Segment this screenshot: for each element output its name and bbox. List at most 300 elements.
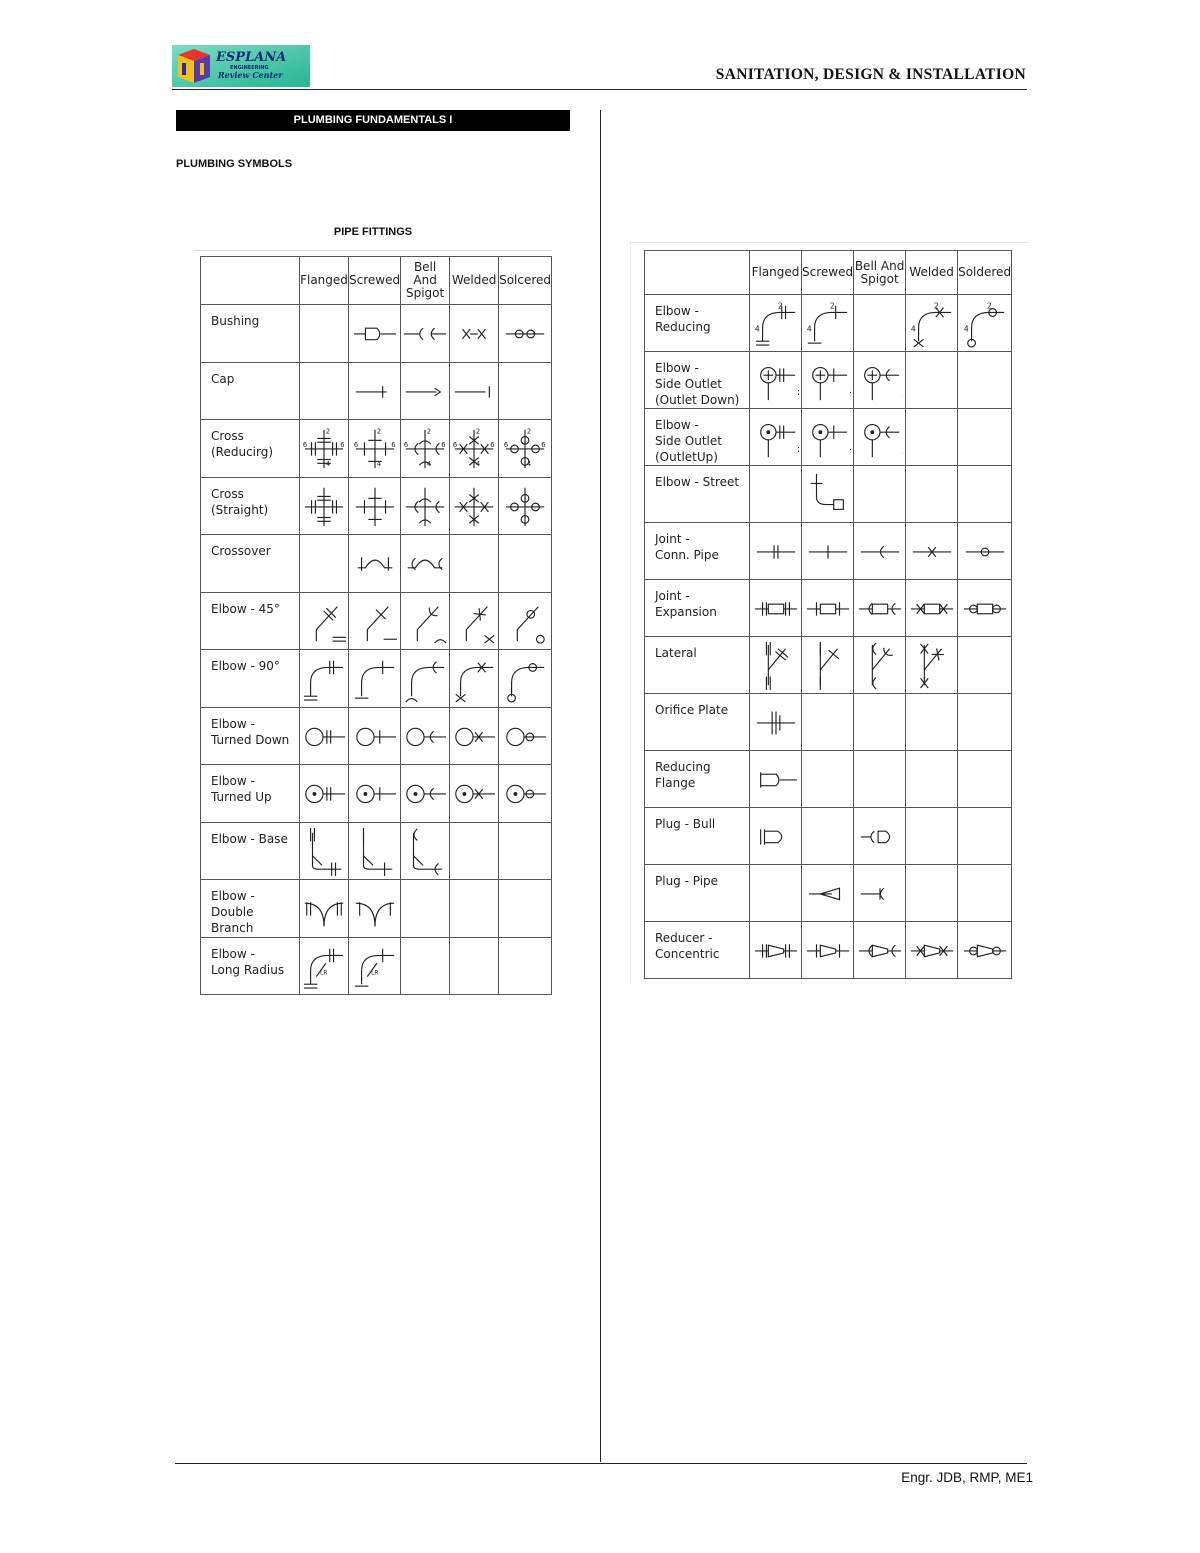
symbol-cell	[802, 352, 854, 409]
symbol-cell	[854, 751, 906, 808]
svg-text:4: 4	[325, 460, 331, 469]
je-symbol-icon	[909, 583, 955, 633]
svg-text:LR: LR	[320, 970, 328, 977]
symbol-cell	[499, 535, 552, 593]
td-symbol-icon	[352, 711, 398, 761]
symbol-cell	[750, 466, 802, 523]
td-symbol-icon	[502, 711, 548, 761]
jc-symbol-icon	[962, 526, 1008, 576]
sod-symbol-icon	[753, 355, 799, 405]
symbol-cell	[349, 650, 401, 708]
table-row	[201, 765, 552, 823]
cross-symbol-icon	[451, 481, 497, 531]
symbol-cell	[854, 865, 906, 922]
symbol-cell	[906, 865, 958, 922]
symbol-cell	[401, 305, 450, 363]
fitting-name: Elbow - Double Branch	[201, 880, 300, 938]
col-header: Soldered	[958, 251, 1012, 295]
symbol-cell	[750, 865, 802, 922]
td-symbol-icon	[301, 711, 347, 761]
conc-symbol-icon	[857, 925, 903, 975]
symbol-cell	[300, 937, 349, 995]
symbol-cell	[958, 637, 1012, 694]
symbol-cell	[906, 922, 958, 979]
symbol-cell	[300, 707, 349, 765]
symbol-cell	[499, 765, 552, 823]
e45-symbol-icon	[301, 596, 347, 646]
cross-red-symbol-icon	[451, 423, 497, 473]
symbol-cell	[499, 477, 552, 535]
svg-text:2: 2	[986, 301, 992, 311]
table-row	[201, 822, 552, 880]
symbol-cell	[499, 420, 552, 478]
cross-red-symbol-icon	[402, 423, 448, 473]
symbol-cell	[401, 362, 450, 420]
symbol-cell	[958, 751, 1012, 808]
symbol-cell	[450, 707, 499, 765]
header-rule	[172, 89, 1027, 90]
svg-text:2: 2	[376, 427, 381, 436]
svg-text:6: 6	[340, 441, 345, 450]
cross-symbol-icon	[301, 481, 347, 531]
symbol-cell	[906, 808, 958, 865]
symbol-cell	[349, 822, 401, 880]
bushing-symbol-icon	[352, 308, 398, 358]
fitting-name: Cross (Straight)	[201, 477, 300, 535]
symbol-cell	[802, 694, 854, 751]
svg-text:6: 6	[453, 441, 458, 450]
svg-text:4: 4	[376, 460, 381, 469]
symbol-cell	[906, 352, 958, 409]
jc-symbol-icon	[753, 526, 799, 576]
bull-symbol-icon	[857, 811, 903, 861]
fitting-name: Elbow - 45°	[201, 592, 300, 650]
fitting-name: Cross (Reducirg)	[201, 420, 300, 478]
svg-text:2: 2	[829, 301, 835, 311]
symbol-cell	[802, 466, 854, 523]
svg-text:4: 4	[427, 460, 432, 469]
fitting-name: Reducer - Concentric	[645, 922, 750, 979]
fitting-name: Joint - Expansion	[645, 580, 750, 637]
e90-symbol-icon	[301, 653, 347, 703]
symbol-cell	[450, 880, 499, 938]
symbol-cell	[349, 362, 401, 420]
symbols-table-right	[644, 250, 1012, 979]
symbol-cell	[450, 535, 499, 593]
symbol-cell	[349, 707, 401, 765]
bull-symbol-icon	[753, 811, 799, 861]
symbols-table-left	[200, 256, 552, 995]
fitting-name: Plug - Bull	[645, 808, 750, 865]
red-symbol-icon	[753, 298, 799, 348]
col-header: Solcered	[499, 257, 552, 305]
symbol-cell	[854, 694, 906, 751]
symbol-cell	[750, 808, 802, 865]
symbol-cell	[906, 523, 958, 580]
symbol-cell	[300, 765, 349, 823]
base-symbol-icon	[402, 826, 448, 876]
e45-symbol-icon	[502, 596, 548, 646]
svg-text:6: 6	[390, 441, 396, 450]
cross-symbol-icon	[402, 481, 448, 531]
symbol-cell	[750, 352, 802, 409]
symbol-cell	[300, 650, 349, 708]
sou-symbol-icon	[753, 412, 799, 462]
fitting-name: Cap	[201, 362, 300, 420]
symbol-cell	[750, 523, 802, 580]
symbol-cell	[854, 409, 906, 466]
cap-symbol-icon	[451, 366, 497, 416]
table-row	[645, 295, 1012, 352]
symbol-cell	[906, 580, 958, 637]
svg-text:4: 4	[526, 460, 532, 469]
orifice-symbol-icon	[753, 697, 799, 747]
fitting-name: Elbow - Side Outlet (OutletUp)	[645, 409, 750, 466]
svg-text:2: 2	[476, 427, 481, 436]
symbol-cell	[802, 295, 854, 352]
symbol-cell	[349, 937, 401, 995]
table-row	[645, 637, 1012, 694]
col-header: Flanged	[300, 257, 349, 305]
red-symbol-icon	[909, 298, 955, 348]
symbol-cell	[401, 937, 450, 995]
svg-text:6: 6	[503, 441, 509, 450]
e45-symbol-icon	[451, 596, 497, 646]
svg-text:6: 6	[302, 441, 308, 450]
symbol-cell	[750, 694, 802, 751]
logo-line2: ENGINEERING	[230, 65, 269, 71]
symbol-cell	[300, 822, 349, 880]
tu-symbol-icon	[402, 768, 448, 818]
symbol-cell	[854, 922, 906, 979]
cross-red-symbol-icon	[502, 423, 548, 473]
lr-symbol-icon	[352, 941, 398, 991]
table-row	[201, 477, 552, 535]
cross-red-symbol-icon	[352, 423, 398, 473]
logo-brand: ESPLANA	[216, 50, 287, 65]
symbol-cell	[349, 765, 401, 823]
symbol-cell	[750, 637, 802, 694]
symbol-cell	[499, 822, 552, 880]
symbol-cell	[958, 523, 1012, 580]
bushing-symbol-icon	[502, 308, 548, 358]
table-row	[645, 808, 1012, 865]
lat-symbol-icon	[857, 640, 903, 690]
corner-cell	[645, 251, 750, 295]
symbol-cell	[450, 765, 499, 823]
tu-symbol-icon	[301, 768, 347, 818]
symbol-cell	[499, 650, 552, 708]
e90-symbol-icon	[451, 653, 497, 703]
symbol-cell	[349, 477, 401, 535]
symbol-cell	[958, 865, 1012, 922]
table-row	[645, 694, 1012, 751]
symbol-cell	[300, 880, 349, 938]
table-row	[645, 466, 1012, 523]
symbol-cell	[750, 409, 802, 466]
svg-text:2: 2	[933, 301, 939, 311]
e45-symbol-icon	[402, 596, 448, 646]
section-title: PLUMBING SYMBOLS	[176, 158, 293, 170]
fitting-name: Joint - Conn. Pipe	[645, 523, 750, 580]
sod-symbol-icon	[805, 355, 851, 405]
symbol-cell	[854, 295, 906, 352]
svg-text:4: 4	[476, 460, 481, 469]
td-symbol-icon	[451, 711, 497, 761]
svg-text:6: 6	[490, 441, 495, 450]
symbol-cell	[854, 352, 906, 409]
symbol-cell	[300, 477, 349, 535]
symbol-cell	[802, 580, 854, 637]
lat-symbol-icon	[805, 640, 851, 690]
symbol-cell	[750, 580, 802, 637]
symbol-cell	[450, 420, 499, 478]
table-row	[201, 880, 552, 938]
col-header: Flanged	[750, 251, 802, 295]
col-header: Screwed	[802, 251, 854, 295]
bushing-symbol-icon	[402, 308, 448, 358]
symbol-cell	[802, 751, 854, 808]
lat-symbol-icon	[909, 640, 955, 690]
symbol-cell	[300, 535, 349, 593]
tu-symbol-icon	[502, 768, 548, 818]
sod-symbol-icon	[857, 355, 903, 405]
je-symbol-icon	[805, 583, 851, 633]
symbol-cell	[958, 694, 1012, 751]
table-row	[645, 751, 1012, 808]
jc-symbol-icon	[909, 526, 955, 576]
cross-red-symbol-icon	[301, 423, 347, 473]
col-header: Welded	[450, 257, 499, 305]
symbol-cell	[401, 880, 450, 938]
table-row	[201, 305, 552, 363]
je-symbol-icon	[857, 583, 903, 633]
symbol-cell	[906, 751, 958, 808]
svg-text:2: 2	[526, 427, 532, 436]
svg-text:6: 6	[353, 441, 358, 450]
jc-symbol-icon	[857, 526, 903, 576]
table-row	[201, 650, 552, 708]
symbol-cell	[401, 822, 450, 880]
symbol-cell	[906, 295, 958, 352]
symbol-cell	[854, 466, 906, 523]
cross-symbol-icon	[352, 481, 398, 531]
symbol-cell	[802, 865, 854, 922]
tu-symbol-icon	[451, 768, 497, 818]
symbol-cell	[854, 580, 906, 637]
red-symbol-icon	[805, 298, 851, 348]
symbol-cell	[802, 808, 854, 865]
base-symbol-icon	[301, 826, 347, 876]
lr-symbol-icon	[301, 941, 347, 991]
je-symbol-icon	[962, 583, 1008, 633]
symbol-cell	[906, 409, 958, 466]
db-symbol-icon	[352, 883, 398, 933]
fitting-name: Bushing	[201, 305, 300, 363]
table-row	[201, 937, 552, 995]
col-header: Screwed	[349, 257, 401, 305]
symbol-cell	[854, 808, 906, 865]
symbol-cell	[300, 362, 349, 420]
table-row	[645, 523, 1012, 580]
e90-symbol-icon	[352, 653, 398, 703]
lat-symbol-icon	[753, 640, 799, 690]
symbol-cell	[906, 637, 958, 694]
svg-text:6: 6	[541, 441, 546, 450]
fitting-name: Reducing Flange	[645, 751, 750, 808]
banner: PLUMBING FUNDAMENTALS I	[176, 110, 570, 131]
symbol-cell	[349, 420, 401, 478]
redflange-symbol-icon	[753, 754, 799, 804]
sou-symbol-icon	[805, 412, 851, 462]
svg-text:2: 2	[427, 427, 432, 436]
symbol-cell	[349, 305, 401, 363]
fitting-name: Plug - Pipe	[645, 865, 750, 922]
table-row	[201, 420, 552, 478]
subtitle: PIPE FITTINGS	[333, 226, 413, 238]
table-row	[201, 535, 552, 593]
symbol-cell	[349, 592, 401, 650]
symbol-cell	[499, 937, 552, 995]
fitting-name: Elbow - Street	[645, 466, 750, 523]
symbol-cell	[750, 751, 802, 808]
fitting-name: Elbow - Reducing	[645, 295, 750, 352]
tu-symbol-icon	[352, 768, 398, 818]
sou-symbol-icon	[857, 412, 903, 462]
table-row	[645, 352, 1012, 409]
symbol-cell	[300, 420, 349, 478]
symbol-cell	[450, 822, 499, 880]
cap-symbol-icon	[402, 366, 448, 416]
svg-text:6: 6	[404, 441, 409, 450]
symbol-cell	[349, 535, 401, 593]
symbol-cell	[958, 466, 1012, 523]
symbol-cell	[401, 535, 450, 593]
e90-symbol-icon	[402, 653, 448, 703]
fitting-name: Elbow - Turned Down	[201, 707, 300, 765]
svg-text:4: 4	[754, 324, 760, 334]
symbol-cell	[499, 707, 552, 765]
conc-symbol-icon	[909, 925, 955, 975]
td-symbol-icon	[402, 711, 448, 761]
table-row	[645, 409, 1012, 466]
db-symbol-icon	[301, 883, 347, 933]
symbol-cell	[854, 523, 906, 580]
col-header: Welded	[906, 251, 958, 295]
footer-author: Engr. JDB, RMP, ME1	[901, 1470, 1033, 1485]
symbol-cell	[802, 409, 854, 466]
symbol-cell	[802, 637, 854, 694]
svg-text:4: 4	[910, 324, 916, 334]
svg-text:6: 6	[441, 441, 446, 450]
footer-rule	[175, 1463, 1027, 1464]
table-row	[201, 362, 552, 420]
symbol-cell	[958, 295, 1012, 352]
fitting-name: Orifice Plate	[645, 694, 750, 751]
symbol-cell	[401, 707, 450, 765]
svg-text:LR: LR	[370, 970, 378, 977]
cap-symbol-icon	[352, 366, 398, 416]
symbol-cell	[450, 305, 499, 363]
symbol-cell	[802, 523, 854, 580]
symbol-cell	[958, 922, 1012, 979]
symbol-cell	[300, 592, 349, 650]
svg-text:4: 4	[963, 324, 969, 334]
symbol-cell	[750, 922, 802, 979]
symbol-cell	[401, 477, 450, 535]
symbol-cell	[401, 420, 450, 478]
symbol-cell	[499, 592, 552, 650]
symbol-cell	[958, 409, 1012, 466]
symbol-cell	[958, 352, 1012, 409]
symbol-cell	[499, 305, 552, 363]
symbol-cell	[958, 808, 1012, 865]
header-title: SANITATION, DESIGN & INSTALLATION	[715, 66, 1026, 83]
symbol-cell	[499, 880, 552, 938]
fitting-name: Elbow - Side Outlet (Outlet Down)	[645, 352, 750, 409]
e45-symbol-icon	[352, 596, 398, 646]
symbol-cell	[300, 305, 349, 363]
symbol-cell	[906, 694, 958, 751]
conc-symbol-icon	[753, 925, 799, 975]
symbol-cell	[401, 765, 450, 823]
symbol-cell	[401, 650, 450, 708]
symbol-cell	[450, 937, 499, 995]
table-row	[201, 707, 552, 765]
corner-cell	[201, 257, 300, 305]
fitting-name: Elbow - 90°	[201, 650, 300, 708]
symbol-cell	[906, 466, 958, 523]
street-symbol-icon	[805, 469, 851, 519]
jc-symbol-icon	[805, 526, 851, 576]
column-divider	[600, 110, 601, 1462]
svg-text:2: 2	[325, 427, 331, 436]
symbol-cell	[450, 650, 499, 708]
fitting-name: Elbow - Long Radius	[201, 937, 300, 995]
col-header: Bell And Spigot	[401, 257, 450, 305]
symbol-cell	[854, 637, 906, 694]
symbol-cell	[450, 362, 499, 420]
fitting-name: Elbow - Base	[201, 822, 300, 880]
table-row	[645, 922, 1012, 979]
svg-text:4: 4	[806, 324, 812, 334]
je-symbol-icon	[753, 583, 799, 633]
pipeplug-symbol-icon	[805, 868, 851, 918]
pipeplug-symbol-icon	[857, 868, 903, 918]
conc-symbol-icon	[962, 925, 1008, 975]
symbol-cell	[401, 592, 450, 650]
fitting-name: Elbow - Turned Up	[201, 765, 300, 823]
base-symbol-icon	[352, 826, 398, 876]
cross-symbol-icon	[502, 481, 548, 531]
symbol-cell	[450, 592, 499, 650]
bushing-symbol-icon	[451, 308, 497, 358]
symbol-cell	[802, 922, 854, 979]
table-row	[645, 865, 1012, 922]
crossover-symbol-icon	[352, 538, 398, 588]
logo-line3: Review Center	[218, 70, 283, 80]
table-row	[645, 580, 1012, 637]
fitting-name: Crossover	[201, 535, 300, 593]
table-row	[201, 592, 552, 650]
e90-symbol-icon	[502, 653, 548, 703]
symbol-cell	[750, 295, 802, 352]
red-symbol-icon	[962, 298, 1008, 348]
symbol-cell	[499, 362, 552, 420]
svg-text:2: 2	[777, 301, 783, 311]
fitting-name: Lateral	[645, 637, 750, 694]
logo	[172, 45, 310, 87]
